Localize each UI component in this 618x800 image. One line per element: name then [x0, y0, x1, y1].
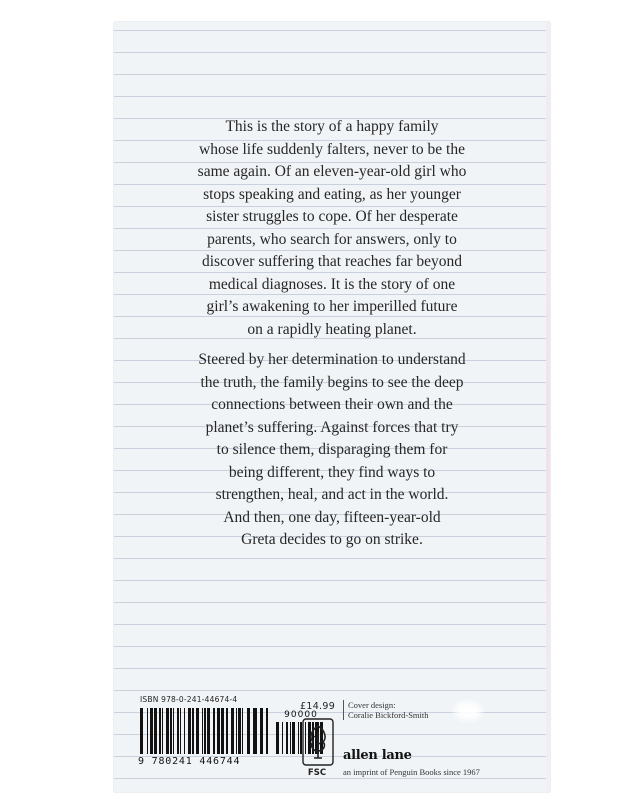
blurb-line: strengthen, heal, and act in the world. — [215, 486, 449, 503]
price-label: £14.99 — [300, 701, 336, 712]
blurb-line: to silence them, disparaging them for — [216, 441, 448, 458]
credit-line-2: Coralie Bickford-Smith — [348, 710, 429, 720]
publisher-imprint: an imprint of Penguin Books since 1967 — [343, 767, 480, 777]
blurb-line: stops speaking and eating, as her younger — [203, 185, 461, 203]
addon-digits: 90000 — [284, 710, 318, 720]
book-back-cover — [114, 22, 550, 792]
blurb-line: girl’s awakening to her imperilled future — [206, 298, 458, 315]
blurb-line: medical diagnoses. It is the story of one — [208, 275, 456, 293]
blurb-line: discover suffering that reaches far beyond — [201, 253, 463, 270]
credit-line-1: Cover design: — [348, 700, 396, 710]
blurb-line: This is the story of a happy family — [225, 118, 439, 135]
fsc-tree-logo-icon — [302, 718, 334, 766]
blurb-paragraph-1 — [132, 116, 532, 341]
blurb-line: being different, they find ways to — [228, 463, 436, 481]
cover-design-credit — [343, 700, 429, 720]
smudge-mark — [450, 698, 486, 724]
blurb-line: on a rapidly heating planet. — [247, 320, 417, 338]
blurb-line: connections between their own and the — [211, 396, 453, 413]
blurb-line: And then, one day, fifteen-year-old — [223, 508, 441, 526]
spine-edge — [546, 22, 550, 792]
blurb-line: Steered by her determination to understand — [198, 351, 466, 368]
blurb-line: parents, who search for answers, only to — [207, 230, 457, 248]
blurb-line: same again. Of an eleven-year-old girl who — [197, 163, 467, 180]
blurb-line: whose life suddenly falters, never to be the — [199, 140, 465, 158]
barcode-digits: 9 780241 446744 — [138, 756, 241, 767]
blurb-paragraph-2 — [132, 349, 532, 552]
blurb-line: Greta decides to go on strike. — [241, 531, 423, 548]
blurb-line: the truth, the family begins to see the deep — [200, 373, 464, 391]
fsc-label: FSC — [307, 768, 327, 778]
isbn-barcode — [140, 708, 272, 754]
isbn-label: ISBN 978-0-241-44674-4 — [140, 695, 238, 704]
publisher-logo: allen lane — [343, 748, 412, 763]
blurb-line: planet’s suffering. Against forces that try — [205, 418, 459, 436]
barcode-bar — [268, 708, 271, 754]
blurb-line: sister struggles to cope. Of her desperate — [206, 208, 458, 225]
